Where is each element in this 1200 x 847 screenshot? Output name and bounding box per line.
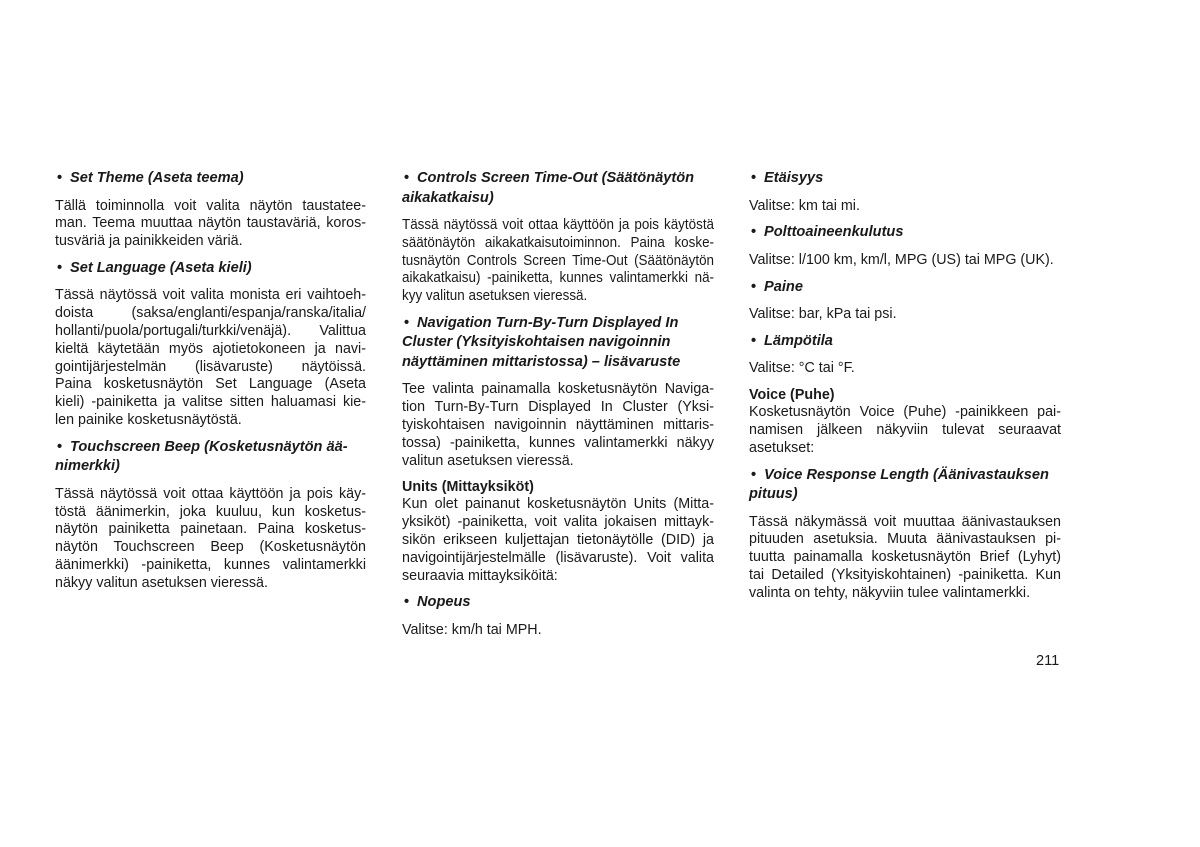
paragraph-voice-response-length: Tässä näkymässä voit muuttaa äänivastauksen pituuden asetuksia. Muuta äänivastauksen pi- tuutta painamalla kosketusnäytön Brief (Lyhyt) tai Detailed (Yksityiskohtainen) -painiketta. Kun valinta on tehty, näkyviin tulee valintamerkki. — [749, 513, 1061, 601]
bullet-mark: • — [57, 438, 63, 455]
paragraph-nopeus: Valitse: km/h tai MPH. — [402, 621, 542, 638]
bullet-mark: • — [57, 170, 63, 186]
bullet-mark: • — [57, 259, 63, 276]
bullet-mark: • — [404, 314, 410, 331]
bullet-heading-paine: • Paine — [749, 278, 1061, 298]
paragraph-controls-screen-timeout: Tässä näytössä voit ottaa käyttöön ja pois käytöstä säätönäytön aikakatkaisutoiminnon. Paina koske- tusnäytön Controls Screen Time-Out (Säätönäytön aikakatkaisu) -painiketta, kunnes valintamerkki nä- kyy valitun asetuksen vieressä. — [402, 217, 715, 305]
paragraph-set-language: Tässä näytössä voit valita monista eri vaihtoeh- doista (saksa/englanti/espanja/ranska/italia/ hollanti/puola/portugali/turkki/venäjä). Valittua kieltä käytetään myös ajotietokoneen ja navi- gointijärjestelmän (lisävaruste) näytöissä. Paina kosketusnäytön Set Language (Aseta kieli) -painiketta ja valitse sitten haluamasi kie- len painike kosketusnäytöstä. — [55, 287, 366, 428]
bullet-mark: • — [751, 278, 757, 295]
bullet-heading-polttoaineenkulutus: • Polttoaineenkulutus — [749, 223, 1061, 243]
bullet-heading-set-language: • Set Language (Aseta kieli) — [55, 259, 366, 279]
bullet-heading-voice-response-length: • Voice Response Length (Äänivastauksen pituus) — [749, 466, 1049, 503]
bullet-heading-controls-screen-timeout: • Controls Screen Time-Out (Säätönäytön aikakatkaisu) — [402, 170, 695, 206]
paragraph-paine: Valitse: bar, kPa tai psi. — [749, 306, 897, 323]
paragraph-units: Kun olet painanut kosketusnäytön Units (Mitta- yksiköt) -painiketta, voit valita jokaisen mittayk- sikön erikseen kuljettajan tietonäytölle (DID) ja navigointijärjestelmälle (lisävaruste). Voit valita seuraavia mittayksiköitä: — [402, 496, 714, 584]
bullet-heading-set-theme: • Set Theme (Aseta teema) — [55, 169, 366, 189]
bullet-heading-etaisyys: • Etäisyys — [749, 169, 1061, 189]
bullet-heading-nopeus: • Nopeus — [402, 593, 714, 613]
column-left — [55, 169, 366, 601]
subheading-units: Units (Mittayksiköt) — [402, 479, 534, 496]
bullet-mark: • — [404, 170, 410, 186]
paragraph-touchscreen-beep: Tässä näytössä voit ottaa käyttöön ja pois käy- töstä äänimerkin, joka kuuluu, kun kosketus- näytön painiketta painetaan. Paina kosketus- näytön Touchscreen Beep (Kosketusnäytön äänimerkki) -painiketta, kunnes valintamerkki näkyy valitun asetuksen vieressä. — [55, 485, 366, 591]
bullet-mark: • — [751, 332, 757, 349]
bullet-mark: • — [751, 466, 757, 483]
bullet-mark: • — [751, 170, 757, 186]
paragraph-voice: Kosketusnäytön Voice (Puhe) -painikkeen pai- namisen jälkeen näkyviin tulevat seuraavat asetukset: — [749, 404, 1061, 456]
column-middle — [402, 169, 714, 648]
paragraph-lampotila: Valitse: °C tai °F. — [749, 360, 855, 377]
column-right — [749, 169, 1061, 611]
bullet-heading-touchscreen-beep: • Touchscreen Beep (Kosketusnäytön ää- nimerkki) — [55, 438, 348, 475]
paragraph-etaisyys: Valitse: km tai mi. — [749, 197, 860, 214]
bullet-mark: • — [751, 224, 757, 241]
paragraph-set-theme: Tällä toiminnolla voit valita näytön taustatee- man. Teema muuttaa näytön taustaväriä, koros- tusväriä ja painikkeiden väriä. — [55, 197, 366, 250]
bullet-heading-navigation-turn-by-turn: • Navigation Turn-By-Turn Displayed In Cluster (Yksityiskohtaisen navigoinnin näyttäminen mittaristossa) – lisävaruste — [402, 314, 681, 370]
subheading-voice: Voice (Puhe) — [749, 387, 835, 404]
paragraph-polttoaineenkulutus: Valitse: l/100 km, km/l, MPG (US) tai MPG (UK). — [749, 251, 1054, 268]
bullet-mark: • — [404, 594, 410, 611]
paragraph-navigation-turn-by-turn: Tee valinta painamalla kosketusnäytön Naviga- tion Turn-By-Turn Displayed In Cluster (Yksi- tyiskohtaisen navigoinnin näyttäminen mittaris- tossa) -painiketta, kunnes valintamerkki näkyy valitun asetuksen vieressä. — [402, 381, 714, 469]
bullet-heading-lampotila: • Lämpötila — [749, 332, 1061, 352]
page-number: 211 — [1036, 653, 1060, 669]
